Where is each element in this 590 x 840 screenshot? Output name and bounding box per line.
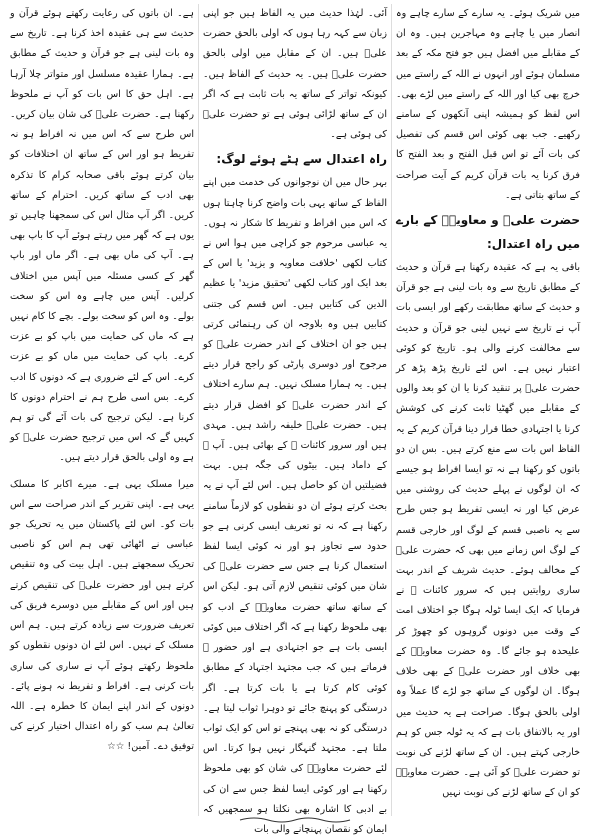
column-2-body: بہر حال میں ان نوجوانوں کی خدمت میں اپنے الفاظ کے ساتھ یہی بات واضح کرنا چاہتا ہوں کہ اس میں افراط و تفریط کا شکار نہ ہوں۔ یہ عباسی مرحوم جو کراچی میں ہوا اس نے کتاب لکھی 'خلافت معاویہ و یزید' یا اس کے بعد ایک اور کتاب لکھی 'تحقیق مزید' یا عظیم الدین کی کتابیں ہیں۔ اس قسم کی جتنی کتابیں ہیں وہ بلاوجہ ان کی رہنمائی کرتی ہیں جو ان اختلاف کے اندر حضرت علیؓ کو مرجوح اور دوسری پارٹی کو راجح قرار دیتے ہیں۔ یہ ہمارا مسلک نہیں۔ ہم سارے اختلاف کے اندر حضرت علیؓ کو افضل قرار دیتے ہیں۔ حضرت علیؓ خلیفہ راشد ہیں۔ مہدی ہیں اور سرور کائنات ﷺ کے بھائی ہیں۔ آپ ﷺ کے داماد ہیں۔ بیٹوں کی جگہ ہیں۔ بہت فضیلتیں ان کو حاصل ہیں۔ اس لئے آپ نے یہ بحث کرتے ہوئے ان دو نقطوں کو لازماً سامنے رکھنا ہے کہ نہ تو تعریف ایسی کرنی ہے جو حدود سے تجاوز ہو اور نہ کوئی ایسا لفظ استعمال کرنا ہے جس سے حضرت علیؓ کی شان میں کوئی تنقیص لازم آتی ہو۔ لیکن اس کے ساتھ ساتھ حضرت معاویہؓ کے ادب کو بھی ملحوظ رکھنا ہے کہ اگر اختلاف میں کوئی ایسی بات ہے جو اجتہادی ہے اور حضور ﷺ فرماتے ہیں کہ جب مجتہد اجتہاد کے مطابق کوئی کام کرتا ہے یا بات کرتا ہے۔ اگر درستگی کو پہنچ جائے تو دوہرا ثواب لیتا ہے۔ درستگی کو نہ بھی پہنچے تو اس کو ایک ثواب ملتا ہے۔ مجتہد گنہگار نہیں ہوا کرتا۔ اس لئے حضرت معاویہؓ کی شان کو بھی ملحوظ رکھنا ہے اور کوئی ایسا لفظ جس سے ان کی بے ادبی کا اشارہ بھی نکلتا ہو سمجھیں کہ ایمان کو نقصان پہنچانے والی بات <box>203 177 387 835</box>
column-middle <box>199 4 392 835</box>
column-3-intro: ہے۔ ان باتوں کی رعایت رکھتے ہوئے قرآن و حدیث سے ہی عقیدہ اخذ کرنا ہے۔ تاریخ سے وہ بات لینی ہے جو قرآن و حدیث کے مطابق ہے۔ ہمارا عقیدہ مسلسل اور متواتر چلا آرہا ہے۔ اہل حق کا اس بات کو آپ نے ملحوظ رکھنا ہے۔ حضرت علیؓ کی شان بیان کریں۔ اس طرح سے کہ اس میں نہ افراط ہو نہ تفریط ہو اور اس کے ساتھ ان اختلافات کو بیان کرتے ہوئے باقی صحابہ کرام کا تذکرہ بھی ادب کے ساتھ کریں۔ احترام کے ساتھ کریں۔ اگر آپ مثال اس کی سمجھنا چاہیں تو یوں ہے کہ گھر میں رہتے ہوئے آپ کا باپ بھی ہے۔ آپ کی ماں بھی ہے۔ اگر ماں اور باپ گھر کے کسی مسئلہ میں آپس میں اختلاف کرلیں۔ آپس میں چاہے وہ اس کو سخت بولے۔ وہ اس کو سخت بولے۔ بچے کا کام نہیں ہے کہ ماں کی حمایت میں باپ کو بے عزت کرے۔ باپ کی حمایت میں ماں کو بے عزت کرے۔ اس کے لئے ضروری ہے کہ دونوں کا ادب کرے۔ بس اسی طرح ہم نے احترام دونوں کا کرنا ہے۔ لیکن ترجیح کی بات آئے گی تو ہم کہیں گے کہ اس میں ترجیح حضرت علیؓ کو ہے وہ اولی بالحق قرار دیتے ہیں۔ <box>10 8 194 464</box>
column-2-intro: آئی۔ لہٰذا حدیث میں یہ الفاظ ہیں جو اپنی زبان سے کہہ رہا ہوں کہ اولی بالحق حضرت علیؓ ہیں۔ ان کے مقابل میں اولی بالحق حضرت علیؓ ہیں۔ یہ حدیث کے الفاظ ہیں۔ کیونکہ تواتر کے ساتھ یہ بات ثابت ہے کہ اگر ان کے ساتھ لڑائی ہوئی ہے تو حضرت علیؓ کی ہوئی ہے۔ <box>203 8 387 141</box>
section-heading-ali-muawiya: حضرت علیؓ و معاویہؓ کے بارے میں راہ اعتدال: <box>396 213 580 252</box>
section-heading-deviated-people: راہ اعتدال سے ہٹے ہوئے لوگ: <box>216 152 387 167</box>
text-columns <box>6 4 584 835</box>
column-3-body: میرا مسلک یہی ہے۔ میرے اکابر کا مسلک یہی ہے۔ اپنی تقریر کے اندر صراحت سے اس بات کو۔ اس لئے پاکستان میں یہ تحریک جو عباسی نے اٹھائی تھی ہم اس کو ناصبی تحریک سمجھتے ہیں۔ اہل بیت کی وہ تنقیص کرتے ہیں اور حضرت علیؓ کی تنقیص کرتے ہیں اور اس کے مقابلے میں دوسرے فریق کی تعریف ضرورت سے زیادہ کرتے ہیں۔ ہم اس مسلک کے نہیں۔ اس لئے ان دونوں نقطوں کو ملحوظ رکھتے ہوئے آپ نے ساری کی ساری بات کرنی ہے۔ افراط و تفریط نہ ہونے پائے۔ دونوں کے اندر اپنے ایمان کا خطرہ ہے۔ اللہ تعالیٰ ہم سب کو راہ اعتدال اختیار کرنے کی توفیق دے۔ آمین! ☆☆ <box>10 478 194 753</box>
column-left <box>6 4 199 816</box>
column-right <box>392 4 584 816</box>
column-1-intro: میں شریک ہوئے۔ یہ سارے کے سارے چاہے وہ انصار میں یا چاہے وہ مہاجرین ہیں۔ وہ ان کے مقابلے میں افضل ہیں جو فتح مکہ کے بعد مسلمان ہوئے اور انہوں نے اللہ کے راستے میں خرچ بھی کیا اور اللہ کے راستے میں لڑے بھی۔ اس لفظ کو ہمیشہ اپنی آنکھوں کے سامنے رکھیے۔ جب بھی کوئی اس قسم کی تفصیل کی بات آئے تو اس قبل الفتح و بعد الفتح کا فرق کرنا یہ بات قرآن کریم کے آیت صراحت کے ساتھ بتاتی ہے۔ <box>396 8 580 201</box>
footer-ornament-icon <box>240 816 350 824</box>
column-1-body: باقی یہ ہے کہ عقیدہ رکھنا ہے قرآن و حدیث کے مطابق تاریخ سے وہ بات لینی ہے جو قرآن و حدیث کے ساتھ مطابقت رکھے اور ایسی بات آپ نے تاریخ سے نہیں لینی جو قرآن و حدیث سے مخالفت کرنے والی ہو۔ تاریخ کو کوئی اعتبار نہیں ہے۔ اس لئے تاریخ پڑھ پڑھ کر حضرت علیؓ پر تنقید کرنا یا ان کو بعد والوں کے مقابلے میں گھٹیا ثابت کرنے کی کوشش کرنا یا اجتہادی خطا قرار دینا قرآن کریم کے یہ الفاظ اس بات سے منع کرتے ہیں۔ بس ان دو باتوں کو رکھنا ہے نہ تو ایسا افراط ہو جیسے کہ ان لوگوں نے پہلے حدیث کی روشنی میں عرض کیا اور نہ ایسی تفریط ہو جس طرح سے یہ ناصبی قسم کے لوگ اور خارجی قسم کے لوگ اس زمانے میں بھی کہ حضرت علیؓ کے مخالف ہوئے۔ حدیث شریف کے اندر بہت ساری روایتیں ہیں کہ سرور کائنات ﷺ نے فرمایا کہ ایک ایسا ٹولہ ہوگا جو اختلاف امت کے وقت میں دونوں گروہوں کو چھوڑ کر علیحدہ ہو جائے گا۔ وہ حضرت معاویہؓ کے بھی خلاف اور حضرت علیؓ کے بھی خلاف ہوگا۔ ان لوگوں کے ساتھ جو لڑے گا عملاً وہ اولی بالحق ہوگا۔ صراحت ہے یہ حدیث میں اور یہ بالاتفاق بات ہے کہ یہ ٹولہ جس کو ہم خارجی کہتے ہیں۔ ان کے ساتھ لڑنے کی نوبت تو حضرت علیؓ کو آئی ہے۔ حضرت معاویہؓ کو ان کے ساتھ لڑنے کی نوبت نہیں <box>396 262 580 799</box>
